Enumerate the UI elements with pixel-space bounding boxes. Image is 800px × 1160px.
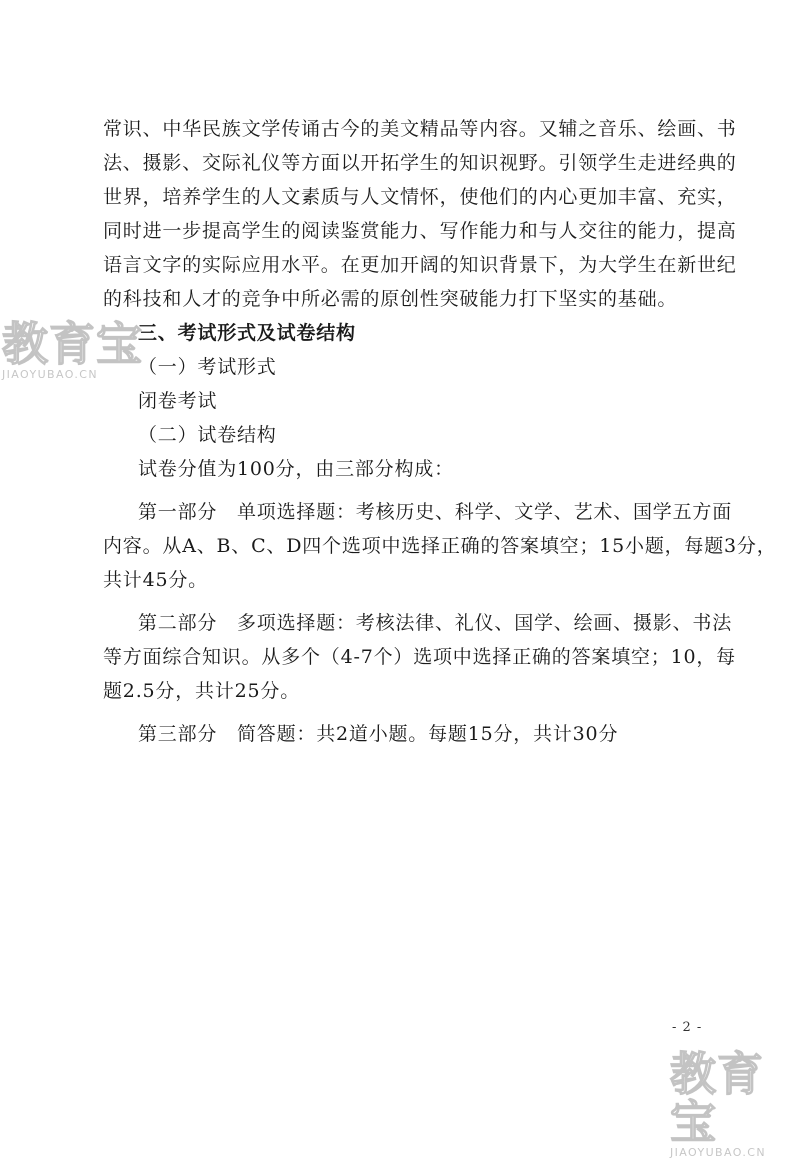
part2-line: 等方面综合知识。从多个（4-7个）选项中选择正确的答案填空；10，每 (103, 646, 736, 668)
watermark-logo (2, 317, 143, 382)
watermark-text: 教育宝 (2, 317, 143, 371)
page-number: - 2 - (672, 1020, 703, 1035)
body-text-line: 语言文字的实际应用水平。在更加开阔的知识背景下，为大学生在新世纪 (103, 254, 737, 276)
watermark-logo (670, 1047, 800, 1160)
part2-line: 第二部分 多项选择题：考核法律、礼仪、国学、绘画、摄影、书法 (138, 612, 733, 634)
body-text-line: 同时进一步提高学生的阅读鉴赏能力、写作能力和与人交往的能力，提高 (103, 220, 737, 242)
subsection-heading-exam-form: （一）考试形式 (138, 356, 277, 378)
watermark-text: 教育宝 (670, 1047, 764, 1149)
body-text-line: 的科技和人才的竞争中所必需的原创性突破能力打下坚实的基础。 (103, 288, 678, 310)
part3-line: 第三部分 简答题：共2道小题。每题15分，共计30分 (138, 723, 619, 745)
section-heading: 三、考试形式及试卷结构 (138, 322, 356, 344)
part1-line: 内容。从A、B、C、D四个选项中选择正确的答案填空；15小题，每题3分， (103, 535, 777, 557)
body-text-line: 世界，培养学生的人文素质与人文情怀，使他们的内心更加丰富、充实， (103, 186, 737, 208)
watermark-url: JIAOYUBAO.CN (2, 368, 98, 381)
exam-form-text: 闭卷考试 (138, 390, 218, 412)
subsection-heading-paper-structure: （二）试卷结构 (138, 424, 277, 446)
body-text-line: 常识、中华民族文学传诵古今的美文精品等内容。又辅之音乐、绘画、书 (103, 118, 737, 140)
part1-line: 第一部分 单项选择题：考核历史、科学、文学、艺术、国学五方面 (138, 501, 733, 523)
part2-line: 题2.5分，共计25分。 (103, 680, 300, 702)
part1-line: 共计45分。 (103, 569, 208, 591)
body-text-line: 法、摄影、交际礼仪等方面以开拓学生的知识视野。引领学生走进经典的 (103, 152, 737, 174)
paper-structure-intro: 试卷分值为100分，由三部分构成： (138, 458, 454, 480)
watermark-url: JIAOYUBAO.CN (670, 1146, 766, 1159)
